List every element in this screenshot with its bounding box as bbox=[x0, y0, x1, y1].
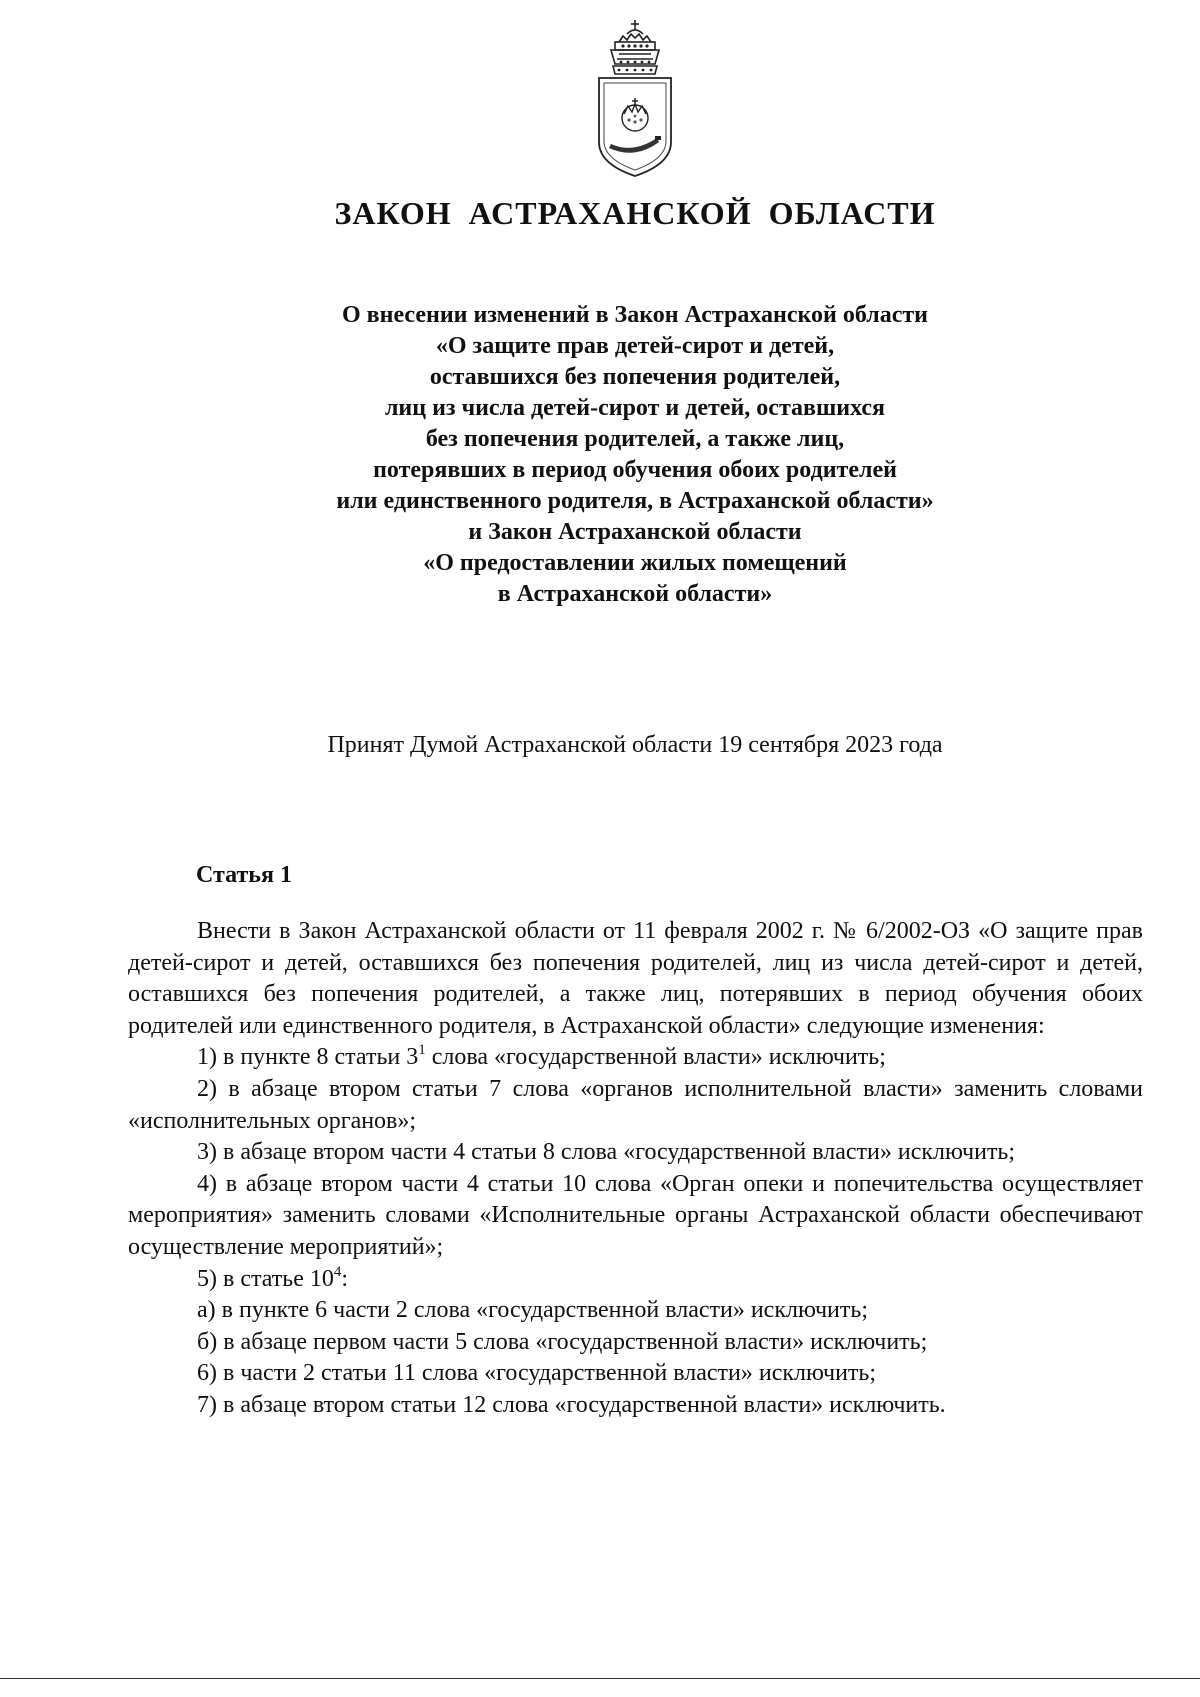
superscript: 4 bbox=[333, 1263, 342, 1280]
amendment-text: 5) в статье 10 bbox=[197, 1265, 334, 1292]
amendment-text: 1) в пункте 8 статьи 3 bbox=[197, 1044, 419, 1071]
subtitle-line: оставшихся без попечения родителей, bbox=[429, 364, 841, 390]
amendment-subitem: а) в пункте 6 части 2 слова «государственной власти» исключить; bbox=[197, 1297, 868, 1324]
amendment-item: 6) в части 2 статьи 11 слова «государственной власти» исключить; bbox=[197, 1360, 877, 1387]
subtitle-line: или единственного родителя, в Астраханской области» bbox=[336, 488, 934, 514]
amendment-item bbox=[128, 1264, 1143, 1296]
subtitle-line: и Закон Астраханской области bbox=[468, 519, 802, 545]
amendment-subitem: б) в абзаце первом части 5 слова «государственной власти» исключить; bbox=[197, 1328, 928, 1355]
subtitle-line: без попечения родителей, а также лиц, bbox=[425, 426, 845, 452]
law-subtitle bbox=[0, 300, 1200, 610]
subtitle-line: О внесении изменений в Закон Астраханской области bbox=[341, 302, 928, 328]
astrakhan-coat-of-arms-icon bbox=[593, 18, 677, 178]
subtitle-line: потерявших в период обучения обоих родителей bbox=[373, 457, 897, 483]
law-title: ЗАКОН АСТРАХАНСКОЙ ОБЛАСТИ bbox=[334, 195, 936, 231]
subtitle-line: «О защите прав детей-сирот и детей, bbox=[435, 333, 835, 359]
article-intro: Внести в Закон Астраханской области от 11 февраля 2002 г. № 6/2002-ОЗ «О защите прав детей-сирот и детей, оставшихся без попечения родителей, лиц из числа детей-сирот и детей, оставшихся без попечения родителей, а также лиц, потерявших в период обучения обоих родителей или единственного родителя, в Астраханской области» следующие изменения: bbox=[128, 918, 1143, 1039]
amendment-item: 4) в абзаце втором части 4 статьи 10 слова «Орган опеки и попечительства осуществляет мероприятия» заменить словами «Исполнительные органы Астраханской области обеспечивают осуществление мероприятий»; bbox=[128, 1170, 1143, 1260]
amendment-item bbox=[128, 1042, 1143, 1074]
subtitle-line: в Астраханской области» bbox=[497, 581, 773, 607]
adoption-statement: Принят Думой Астраханской области 19 сентября 2023 года bbox=[327, 732, 943, 758]
amendment-item: 7) в абзаце втором статьи 12 слова «государственной власти» исключить. bbox=[197, 1391, 946, 1418]
amendment-item: 3) в абзаце втором части 4 статьи 8 слова «государственной власти» исключить; bbox=[197, 1139, 1016, 1166]
page-bottom-rule bbox=[0, 1678, 1200, 1679]
amendment-item: 2) в абзаце втором статьи 7 слова «органов исполнительной власти» заменить словами «исполнительных органов»; bbox=[128, 1075, 1143, 1134]
amendment-text: : bbox=[341, 1265, 349, 1292]
superscript: 1 bbox=[418, 1042, 426, 1059]
article-heading: Статья 1 bbox=[196, 862, 292, 888]
article-body bbox=[128, 916, 1143, 1422]
subtitle-line: лиц из числа детей-сирот и детей, оставшихся bbox=[384, 395, 886, 421]
subtitle-line: «О предоставлении жилых помещений bbox=[423, 550, 847, 576]
amendment-text: слова «государственной власти» исключить; bbox=[425, 1044, 886, 1071]
